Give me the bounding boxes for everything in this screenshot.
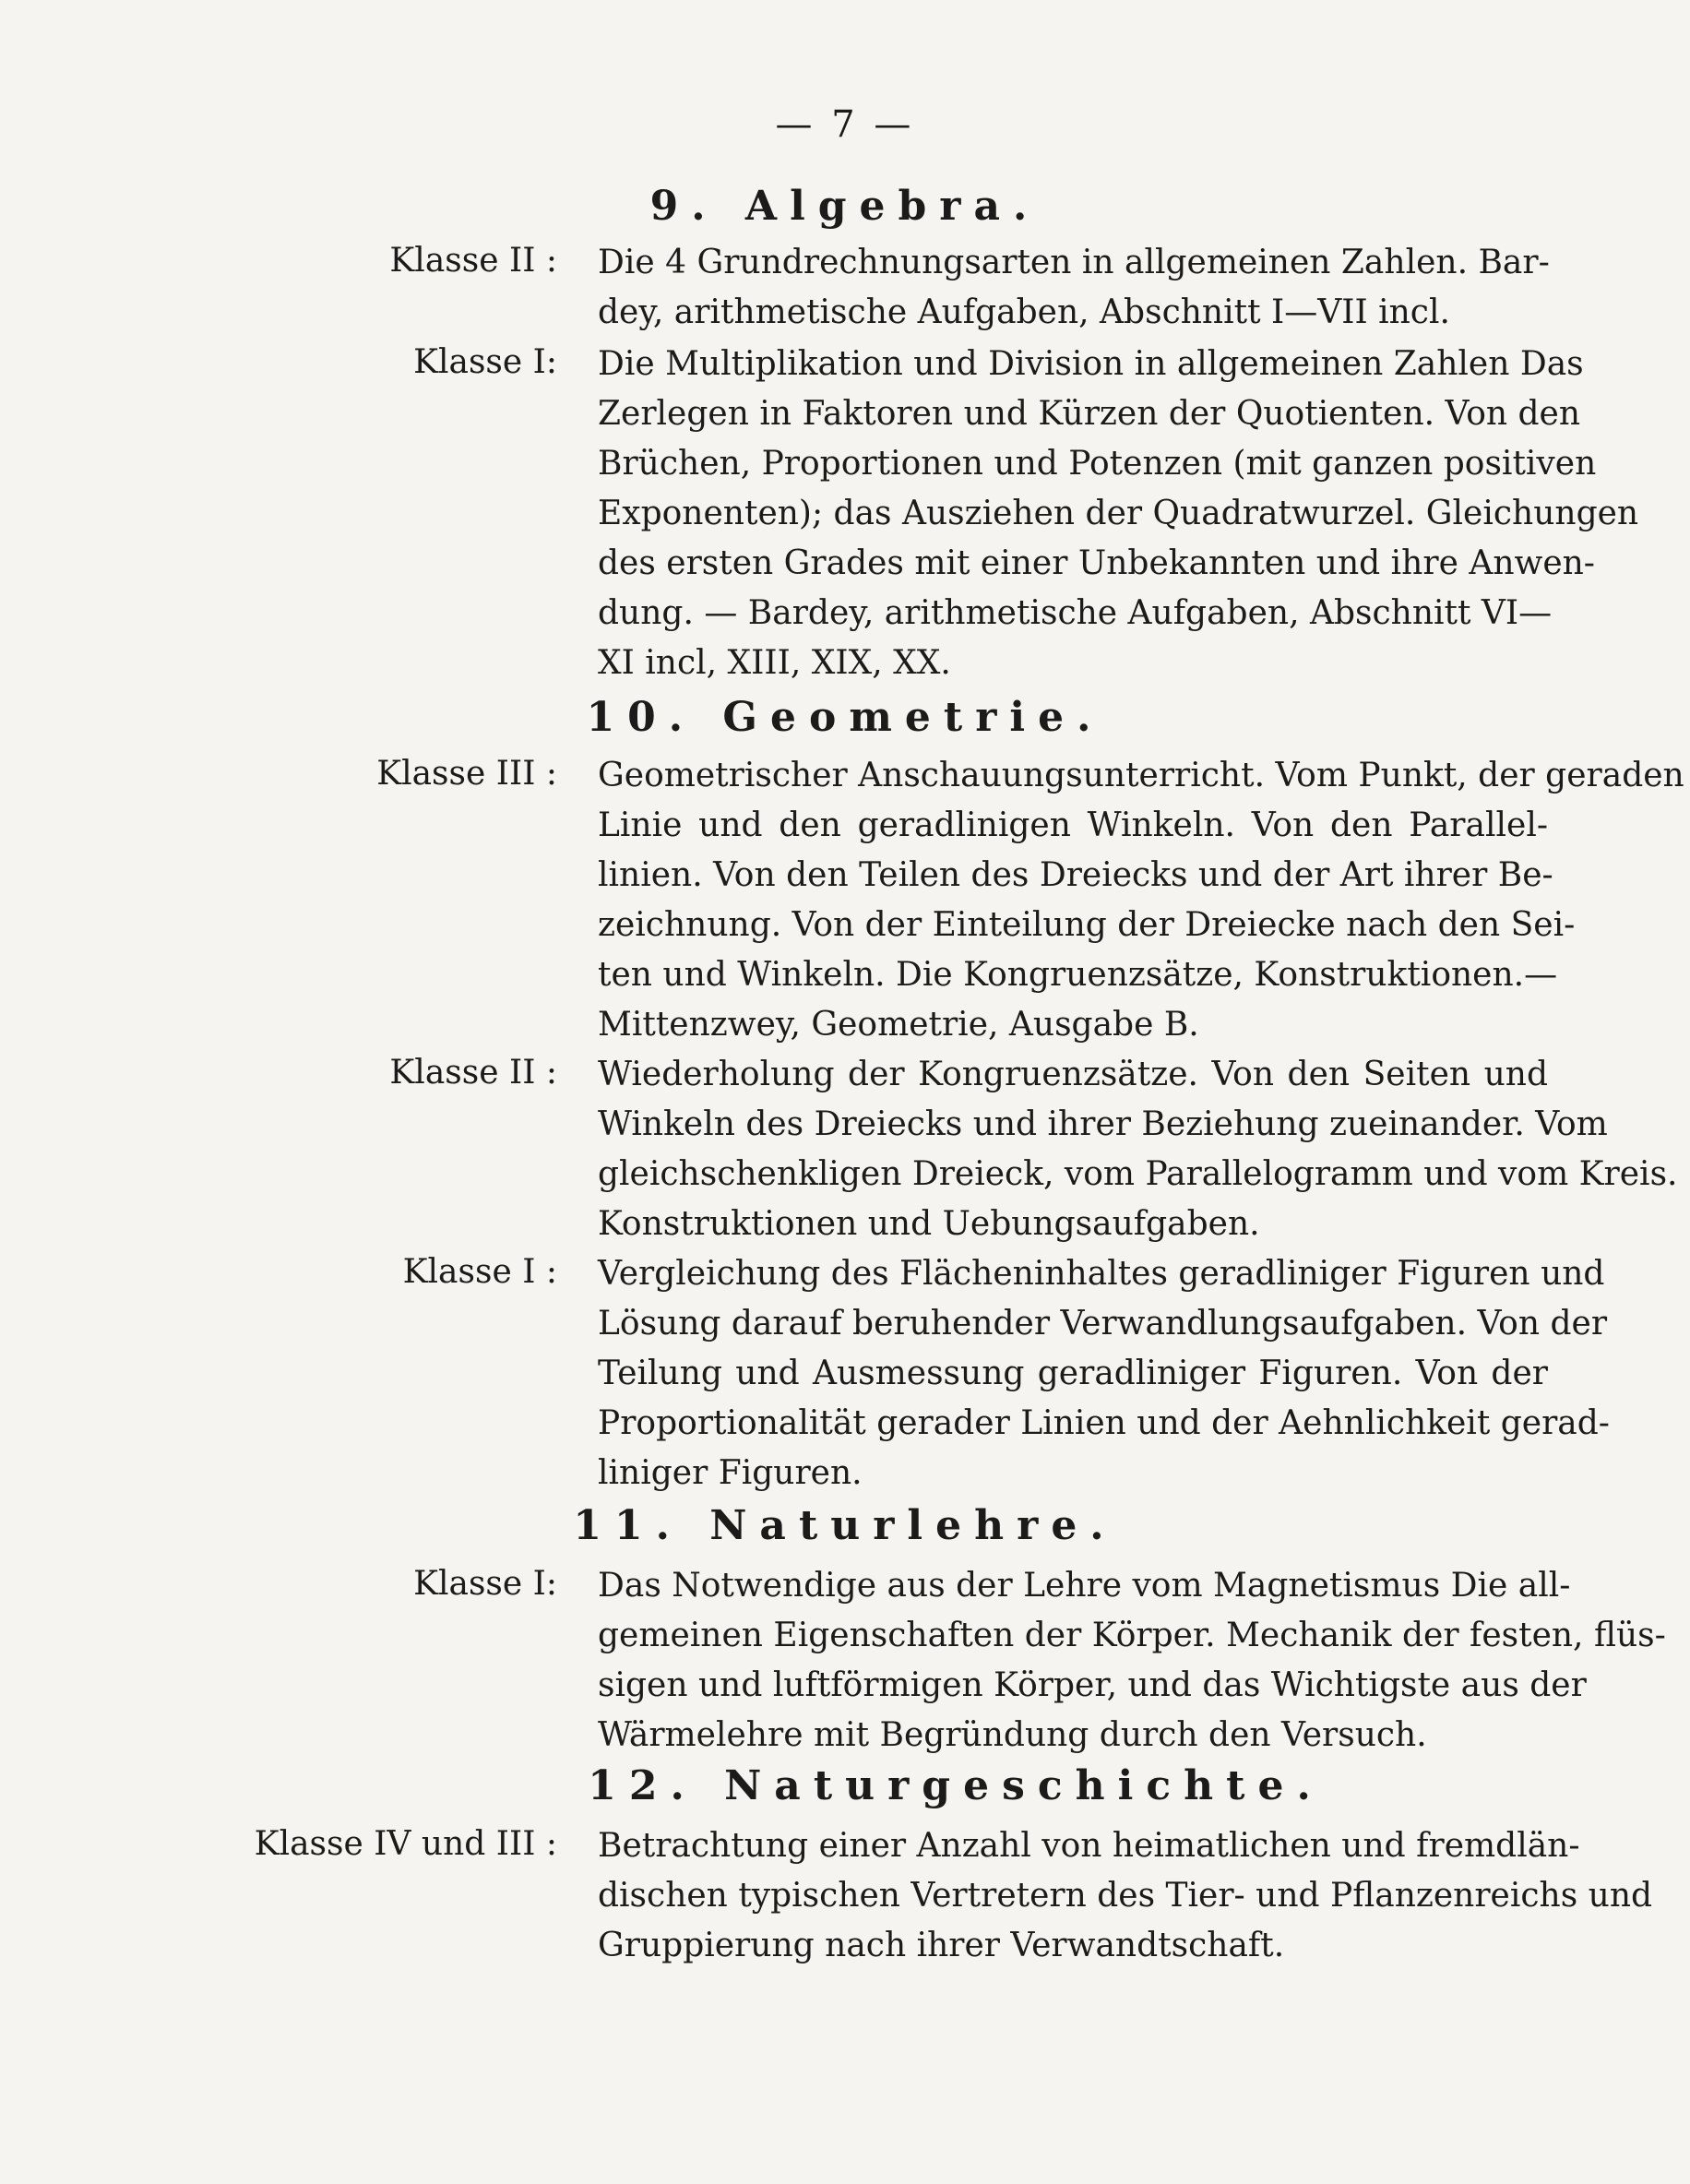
text-line: dischen typischen Vertretern des Tier- und Pflanzenreichs und bbox=[598, 1877, 1653, 1915]
text-line: gleichschenkligen Dreieck, vom Parallelogramm und vom Kreis. bbox=[598, 1155, 1678, 1193]
text-line: Wiederholung der Kongruenzsätze. Von den Seiten und bbox=[598, 1056, 1548, 1093]
class-label: Klasse III : bbox=[376, 755, 557, 793]
text-line: Gruppierung nach ihrer Verwandtschaft. bbox=[598, 1927, 1285, 1964]
class-label: Klasse IV und III : bbox=[254, 1825, 557, 1863]
text-line: dung. — Bardey, arithmetische Aufgaben, Abschnitt VI— bbox=[598, 594, 1553, 632]
text-line: Zerlegen in Faktoren und Kürzen der Quotienten. Von den bbox=[598, 395, 1581, 433]
text-line: Exponenten); das Ausziehen der Quadratwurzel. Gleichungen bbox=[598, 495, 1639, 532]
text-line: Mittenzwey, Geometrie, Ausgabe B. bbox=[598, 1006, 1199, 1044]
text-line: Das Notwendige aus der Lehre vom Magnetismus Die all- bbox=[598, 1567, 1571, 1605]
class-label: Klasse I: bbox=[413, 1565, 557, 1603]
text-line: ten und Winkeln. Die Kongruenzsätze, Konstruktionen.— bbox=[598, 956, 1558, 994]
section-heading-naturlehre: 11. Naturlehre. bbox=[573, 1502, 1117, 1549]
text-line: XI incl, XIII, XIX, XX. bbox=[598, 644, 951, 682]
text-line: dey, arithmetische Aufgaben, Abschnitt I—VII incl. bbox=[598, 293, 1450, 331]
section-heading-naturgeschichte: 12. Naturgeschichte. bbox=[588, 1762, 1324, 1809]
text-line: sigen und luftförmigen Körper, und das Wichtigste aus der bbox=[598, 1666, 1587, 1704]
text-line: zeichnung. Von der Einteilung der Dreiecke nach den Sei- bbox=[598, 906, 1576, 944]
text-line: des ersten Grades mit einer Unbekannten und ihre Anwen- bbox=[598, 544, 1595, 582]
page-number: — 7 — bbox=[775, 103, 915, 146]
class-label: Klasse I : bbox=[402, 1253, 557, 1291]
text-line: liniger Figuren. bbox=[598, 1454, 863, 1492]
text-line: Vergleichung des Flächeninhaltes geradliniger Figuren und bbox=[598, 1255, 1605, 1293]
class-label: Klasse I: bbox=[413, 343, 557, 381]
text-line: Wärmelehre mit Begründung durch den Versuch. bbox=[598, 1716, 1427, 1754]
text-line: Lösung darauf beruhender Verwandlungsaufgaben. Von der bbox=[598, 1305, 1608, 1343]
text-line: gemeinen Eigenschaften der Körper. Mechanik der festen, flüs- bbox=[598, 1617, 1666, 1654]
text-line: Geometrischer Anschauungsunterricht. Vom Punkt, der geraden bbox=[598, 757, 1684, 794]
text-line: Linie und den geradlinigen Winkeln. Von den Parallel- bbox=[598, 806, 1548, 844]
section-heading-geometrie: 10. Geometrie. bbox=[586, 694, 1104, 741]
text-line: Winkeln des Dreiecks und ihrer Beziehung zueinander. Vom bbox=[598, 1105, 1608, 1143]
class-label: Klasse II : bbox=[389, 1054, 557, 1092]
section-heading-algebra: 9. Algebra. bbox=[649, 183, 1041, 230]
class-label: Klasse II : bbox=[389, 242, 557, 280]
text-line: Teilung und Ausmessung geradliniger Figuren. Von der bbox=[598, 1355, 1548, 1392]
text-line: Die Multiplikation und Division in allgemeinen Zahlen Das bbox=[598, 345, 1584, 383]
text-line: Betrachtung einer Anzahl von heimatlichen und fremdlän- bbox=[598, 1827, 1580, 1865]
text-line: linien. Von den Teilen des Dreiecks und der Art ihrer Be- bbox=[598, 856, 1553, 894]
text-line: Konstruktionen und Uebungsaufgaben. bbox=[598, 1205, 1260, 1243]
text-line: Die 4 Grundrechnungsarten in allgemeinen Zahlen. Bar- bbox=[598, 244, 1550, 281]
text-line: Proportionalität gerader Linien und der Aehnlichkeit gerad- bbox=[598, 1404, 1610, 1442]
text-line: Brüchen, Proportionen und Potenzen (mit ganzen positiven bbox=[598, 445, 1597, 483]
